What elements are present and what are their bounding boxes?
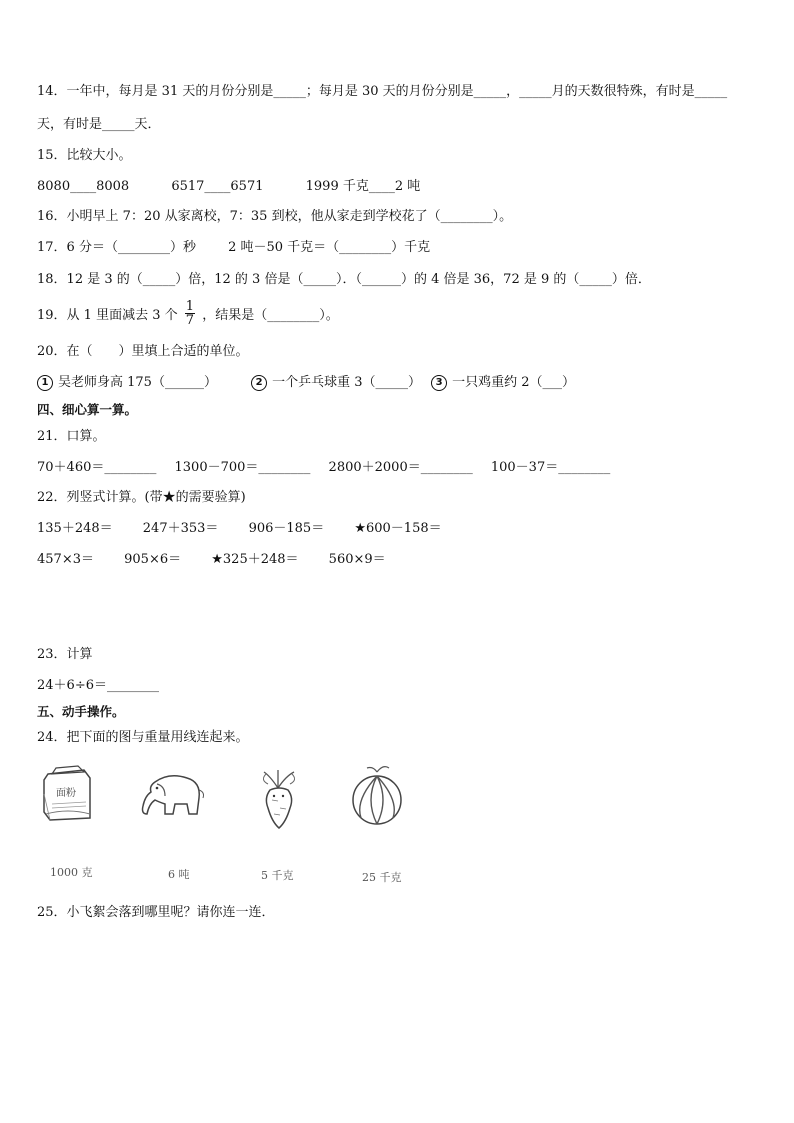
q22-item: ★600－158＝ bbox=[354, 521, 442, 536]
q22-item: ★325＋248＝ bbox=[211, 552, 299, 567]
q23-title: 23．计算 bbox=[37, 647, 93, 662]
q20-item-2: 一个乒乓球重 3（_____） bbox=[272, 375, 421, 390]
q14-line1: 14．一年中，每月是 31 天的月份分别是_____；每月是 30 天的月份分别是_____，_____月的天数很特殊，有时是_____ bbox=[37, 84, 728, 99]
q20-title: 20．在（ ）里填上合适的单位。 bbox=[37, 344, 249, 359]
q22-row-1 bbox=[37, 520, 442, 538]
q21-items bbox=[37, 459, 610, 477]
q17 bbox=[37, 239, 430, 257]
q22-title: 22．列竖式计算。(带★的需要验算) bbox=[37, 490, 246, 505]
q21-item-1: 70＋460＝________ bbox=[37, 460, 157, 475]
fraction-numerator: 1 bbox=[185, 299, 195, 314]
q22-item: 457×3＝ bbox=[37, 552, 94, 567]
q19-pre: 19．从 1 里面减去 3 个 bbox=[37, 308, 178, 323]
q17-item-1: 17．6 分＝（________）秒 bbox=[37, 240, 196, 255]
q25: 25．小飞絮会落到哪里呢？请你连一连． bbox=[37, 905, 275, 920]
flour-bag-icon bbox=[38, 764, 98, 824]
q20-item-1: 吴老师身高 175（______） bbox=[58, 375, 217, 390]
q21-item-3: 2800＋2000＝________ bbox=[328, 460, 473, 475]
circled-number-3: 3 bbox=[431, 375, 447, 391]
section-5-heading: 五、动手操作。 bbox=[37, 704, 125, 719]
q15-title: 15．比较大小。 bbox=[37, 148, 132, 163]
q22-item: 247＋353＝ bbox=[142, 521, 219, 536]
flour-bag-label: 面粉 bbox=[56, 788, 76, 799]
q15-items bbox=[37, 178, 420, 196]
q19-post: ，结果是（________）。 bbox=[202, 308, 339, 323]
q15-item-2: 6517____6571 bbox=[171, 179, 264, 194]
q20-items bbox=[37, 374, 575, 392]
watermelon-icon bbox=[347, 764, 407, 826]
q21-title: 21．口算。 bbox=[37, 429, 106, 444]
q22-item: 560×9＝ bbox=[328, 552, 386, 567]
q14-line2: 天，有时是_____天． bbox=[37, 117, 161, 132]
q24-title: 24．把下面的图与重量用线连起来。 bbox=[37, 730, 249, 745]
q18: 18．12 是 3 的（_____）倍，12 的 3 倍是（_____）．（______）的 4 倍是 36，72 是 9 的（_____）倍． bbox=[37, 272, 651, 287]
circled-number-2: 2 bbox=[251, 375, 267, 391]
q23-item: 24＋6÷6＝________ bbox=[37, 678, 159, 693]
q19 bbox=[37, 299, 339, 329]
fraction-denominator: 7 bbox=[185, 313, 195, 328]
section-4-heading: 四、细心算一算。 bbox=[37, 402, 138, 417]
q16: 16．小明早上 7：20 从家离校，7：35 到校，他从家走到学校花了（________）。 bbox=[37, 209, 513, 224]
elephant-icon bbox=[135, 770, 207, 822]
q22-item: 905×6＝ bbox=[124, 552, 182, 567]
q22-item: 135＋248＝ bbox=[37, 521, 113, 536]
weight-label-6t: 6 吨 bbox=[168, 868, 190, 881]
q20-item-3: 一只鸡重约 2（___） bbox=[452, 375, 576, 390]
weight-label-1000g: 1000 克 bbox=[50, 866, 93, 879]
q22-row-2 bbox=[37, 551, 386, 569]
q15-item-3: 1999 千克____2 吨 bbox=[305, 179, 421, 194]
circled-number-1: 1 bbox=[37, 375, 53, 391]
q15-item-1: 8080____8008 bbox=[37, 179, 130, 194]
q21-item-4: 100－37＝________ bbox=[490, 460, 611, 475]
fraction-one-seventh bbox=[185, 300, 195, 327]
weight-label-25kg: 25 千克 bbox=[362, 871, 402, 884]
radish-icon bbox=[254, 768, 304, 830]
q21-item-2: 1300－700＝________ bbox=[174, 460, 311, 475]
q22-item: 906－185＝ bbox=[248, 521, 325, 536]
weight-label-5kg: 5 千克 bbox=[261, 869, 294, 882]
q17-item-2: 2 吨－50 千克＝（________）千克 bbox=[228, 240, 431, 255]
